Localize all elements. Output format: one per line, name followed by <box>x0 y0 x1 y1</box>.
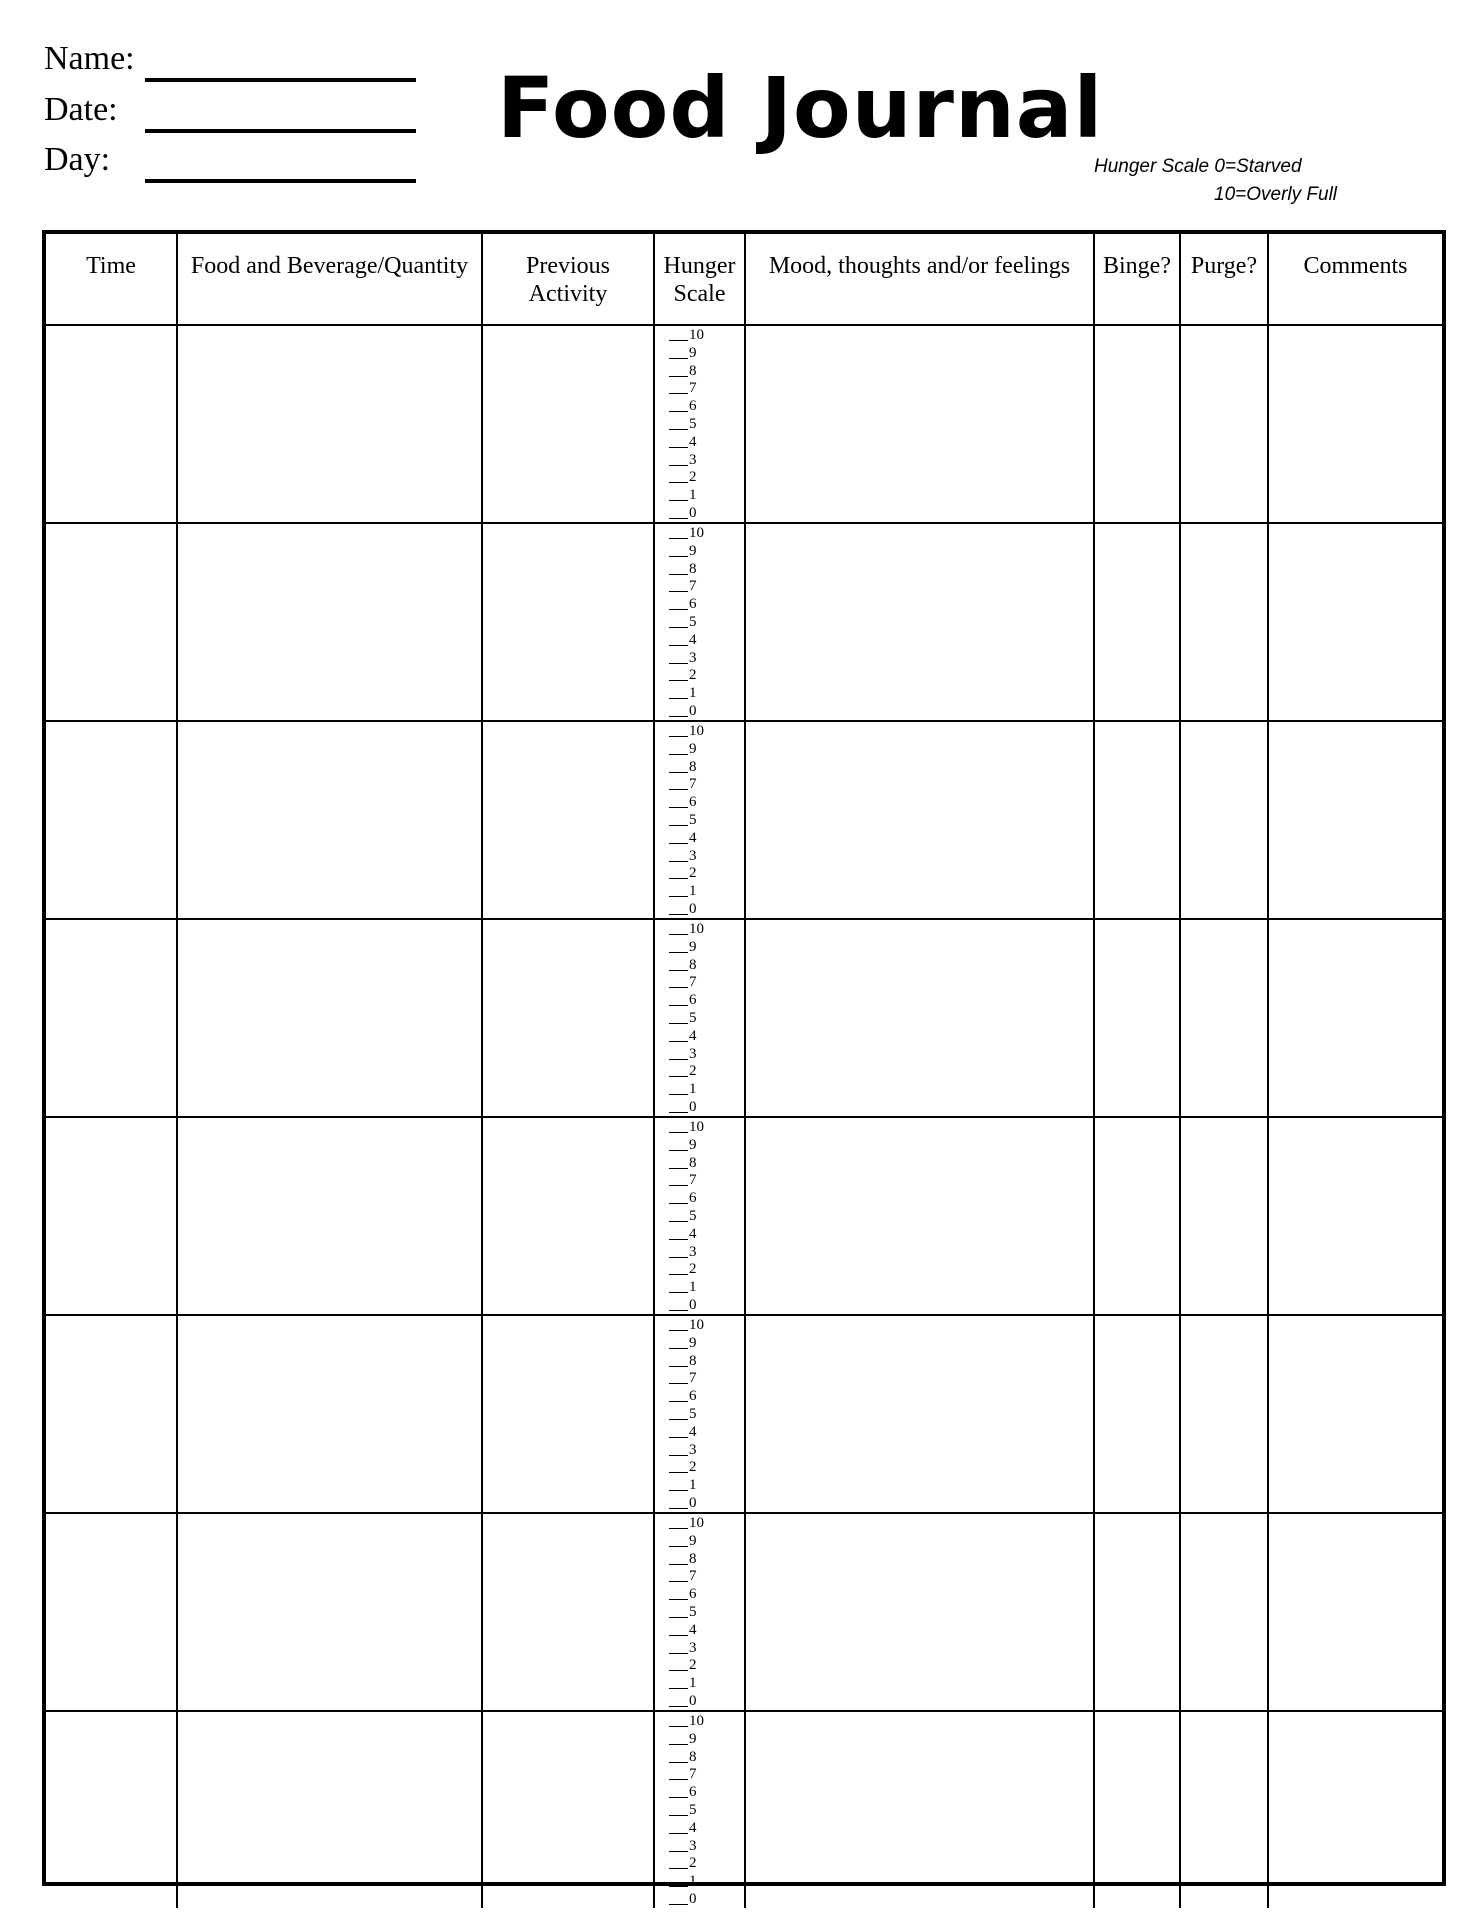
hunger-scale-option[interactable]: 5 <box>689 1406 697 1422</box>
food-journal-table <box>42 230 1446 1907</box>
hunger-scale-legend-line2: 10=Overly Full <box>1214 184 1338 205</box>
mood-cell[interactable] <box>745 1117 1094 1315</box>
hunger-scale-option[interactable]: 6 <box>689 794 697 811</box>
hunger-scale-ticks <box>655 1118 744 1314</box>
hunger-scale-option[interactable]: 3 <box>689 1243 697 1260</box>
hunger-scale-option[interactable]: 9 <box>689 1532 697 1549</box>
previous-activity-cell[interactable] <box>482 1711 654 1908</box>
time-cell[interactable] <box>46 721 177 919</box>
hunger-scale-ticks <box>655 524 744 720</box>
hunger-scale-option[interactable]: 7 <box>689 974 697 991</box>
hunger-scale-option[interactable]: 8 <box>689 362 697 379</box>
hunger-scale-option[interactable]: 1 <box>689 1477 697 1494</box>
column-header-food: Food and Beverage/Quantity <box>177 234 482 325</box>
time-cell[interactable] <box>46 1315 177 1513</box>
hunger-scale-option[interactable]: 10 <box>689 921 704 937</box>
mood-cell[interactable] <box>745 523 1094 721</box>
hunger-scale-option[interactable]: 5 <box>689 1604 697 1620</box>
hunger-scale-option[interactable]: 1 <box>689 883 697 900</box>
hunger-scale-option[interactable]: 1 <box>689 487 697 504</box>
hunger-scale-option[interactable]: 10 <box>689 525 704 541</box>
hunger-scale-ticks <box>655 920 744 1116</box>
hunger-scale-option[interactable]: 6 <box>689 1190 697 1207</box>
hunger-scale-option[interactable]: 5 <box>689 812 697 828</box>
hunger-scale-option[interactable]: 8 <box>689 1748 697 1765</box>
hunger-scale-option[interactable]: 9 <box>689 1730 697 1747</box>
hunger-scale-cell[interactable] <box>654 919 745 1117</box>
hunger-scale-option[interactable]: 4 <box>689 1027 697 1044</box>
mood-cell[interactable] <box>745 325 1094 523</box>
hunger-scale-option[interactable]: 7 <box>689 1568 697 1585</box>
food-cell[interactable] <box>177 1513 482 1711</box>
hunger-scale-cell[interactable] <box>654 1711 745 1908</box>
binge-cell[interactable] <box>1094 325 1180 523</box>
hunger-scale-option[interactable]: 9 <box>689 740 697 757</box>
food-cell[interactable] <box>177 1315 482 1513</box>
hunger-scale-cell[interactable] <box>654 523 745 721</box>
hunger-scale-option[interactable]: 0 <box>689 901 697 917</box>
column-header-mood: Mood, thoughts and/or feelings <box>745 234 1094 325</box>
hunger-scale-option[interactable]: 2 <box>689 1855 697 1872</box>
hunger-scale-option[interactable]: 0 <box>689 1495 697 1511</box>
hunger-scale-option[interactable]: 5 <box>689 614 697 630</box>
name-label: Name: <box>44 40 135 77</box>
column-header-purge: Purge? <box>1180 234 1268 325</box>
hunger-scale-option[interactable]: 4 <box>689 1621 697 1638</box>
hunger-scale-option[interactable]: 8 <box>689 1154 697 1171</box>
comments-cell[interactable] <box>1268 1711 1442 1908</box>
food-cell[interactable] <box>177 721 482 919</box>
hunger-scale-cell[interactable] <box>654 1315 745 1513</box>
previous-activity-cell[interactable] <box>482 325 654 523</box>
hunger-scale-option[interactable]: 9 <box>689 1136 697 1153</box>
hunger-scale-option[interactable]: 3 <box>689 1045 697 1062</box>
comments-cell[interactable] <box>1268 919 1442 1117</box>
hunger-scale-option[interactable]: 0 <box>689 1693 697 1709</box>
food-cell[interactable] <box>177 1711 482 1908</box>
hunger-scale-option[interactable]: 9 <box>689 344 697 361</box>
hunger-scale-option[interactable]: 10 <box>689 1515 704 1531</box>
table-row <box>46 721 1442 919</box>
hunger-scale-option[interactable]: 1 <box>689 1873 697 1890</box>
binge-cell[interactable] <box>1094 919 1180 1117</box>
hunger-scale-option[interactable]: 2 <box>689 1063 697 1080</box>
binge-cell[interactable] <box>1094 1117 1180 1315</box>
hunger-scale-option[interactable]: 6 <box>689 1388 697 1405</box>
hunger-scale-option[interactable]: 4 <box>689 433 697 450</box>
mood-cell[interactable] <box>745 1513 1094 1711</box>
purge-cell[interactable] <box>1180 1315 1268 1513</box>
time-cell[interactable] <box>46 325 177 523</box>
hunger-scale-option[interactable]: 2 <box>689 469 697 486</box>
comments-cell[interactable] <box>1268 523 1442 721</box>
hunger-scale-option[interactable]: 3 <box>689 847 697 864</box>
food-cell[interactable] <box>177 919 482 1117</box>
purge-cell[interactable] <box>1180 1117 1268 1315</box>
food-cell[interactable] <box>177 523 482 721</box>
hunger-scale-ticks <box>655 1712 744 1908</box>
hunger-scale-option[interactable]: 0 <box>689 703 697 719</box>
hunger-scale-option[interactable]: 3 <box>689 649 697 666</box>
hunger-scale-option[interactable]: 5 <box>689 1802 697 1818</box>
column-header-comments: Comments <box>1268 234 1442 325</box>
mood-cell[interactable] <box>745 721 1094 919</box>
hunger-scale-option[interactable]: 2 <box>689 865 697 882</box>
mood-cell[interactable] <box>745 919 1094 1117</box>
purge-cell[interactable] <box>1180 1513 1268 1711</box>
hunger-scale-option[interactable]: 4 <box>689 1225 697 1242</box>
hunger-scale-option[interactable]: 6 <box>689 1586 697 1603</box>
column-header-binge: Binge? <box>1094 234 1180 325</box>
hunger-scale-option[interactable]: 7 <box>689 1370 697 1387</box>
hunger-scale-ticks <box>655 722 744 918</box>
table-row <box>46 523 1442 721</box>
table-row <box>46 1117 1442 1315</box>
hunger-scale-option[interactable]: 1 <box>689 1081 697 1098</box>
hunger-scale-cell[interactable] <box>654 325 745 523</box>
table-row <box>46 1513 1442 1711</box>
previous-activity-cell[interactable] <box>482 1513 654 1711</box>
table-row <box>46 919 1442 1117</box>
mood-cell[interactable] <box>745 1315 1094 1513</box>
hunger-scale-cell[interactable] <box>654 1117 745 1315</box>
binge-cell[interactable] <box>1094 1315 1180 1513</box>
table-row <box>46 1315 1442 1513</box>
hunger-scale-option[interactable]: 2 <box>689 1261 697 1278</box>
time-cell[interactable] <box>46 919 177 1117</box>
hunger-scale-option[interactable]: 8 <box>689 1352 697 1369</box>
time-cell[interactable] <box>46 1117 177 1315</box>
binge-cell[interactable] <box>1094 1513 1180 1711</box>
hunger-scale-option[interactable]: 1 <box>689 1675 697 1692</box>
hunger-scale-option[interactable]: 10 <box>689 1317 704 1333</box>
time-cell[interactable] <box>46 1513 177 1711</box>
table-row <box>46 325 1442 523</box>
hunger-scale-option[interactable]: 5 <box>689 1010 697 1026</box>
hunger-scale-option[interactable]: 0 <box>689 1099 697 1115</box>
hunger-scale-option[interactable]: 2 <box>689 667 697 684</box>
hunger-scale-option[interactable]: 4 <box>689 1423 697 1440</box>
previous-activity-cell[interactable] <box>482 1315 654 1513</box>
hunger-scale-option[interactable]: 7 <box>689 380 697 397</box>
previous-activity-cell[interactable] <box>482 721 654 919</box>
time-cell[interactable] <box>46 523 177 721</box>
mood-cell[interactable] <box>745 1711 1094 1908</box>
hunger-scale-option[interactable]: 4 <box>689 1819 697 1836</box>
comments-cell[interactable] <box>1268 325 1442 523</box>
hunger-scale-option[interactable]: 9 <box>689 1334 697 1351</box>
hunger-scale-option[interactable]: 3 <box>689 451 697 468</box>
hunger-scale-option[interactable]: 1 <box>689 1279 697 1296</box>
hunger-scale-ticks <box>655 1316 744 1512</box>
hunger-scale-option[interactable]: 8 <box>689 758 697 775</box>
previous-activity-cell[interactable] <box>482 1117 654 1315</box>
hunger-scale-option[interactable]: 10 <box>689 723 704 739</box>
column-header-hunger-scale: Hunger Scale <box>654 234 745 325</box>
hunger-scale-option[interactable]: 7 <box>689 578 697 595</box>
hunger-scale-option[interactable]: 10 <box>689 1713 704 1729</box>
hunger-scale-option[interactable]: 3 <box>689 1441 697 1458</box>
hunger-scale-option[interactable]: 6 <box>689 398 697 415</box>
hunger-scale-option[interactable]: 6 <box>689 1784 697 1801</box>
day-line[interactable] <box>145 179 416 183</box>
comments-cell[interactable] <box>1268 1513 1442 1711</box>
previous-activity-cell[interactable] <box>482 523 654 721</box>
table-row <box>46 1711 1442 1908</box>
hunger-scale-ticks <box>655 1514 744 1710</box>
hunger-scale-option[interactable]: 7 <box>689 776 697 793</box>
column-header-previous-activity: Previous Activity <box>482 234 654 325</box>
time-cell[interactable] <box>46 1711 177 1908</box>
hunger-scale-option[interactable]: 0 <box>689 1297 697 1313</box>
journal-body <box>46 325 1442 1908</box>
hunger-scale-cell[interactable] <box>654 721 745 919</box>
column-header-time: Time <box>46 234 177 325</box>
hunger-scale-option[interactable]: 1 <box>689 685 697 702</box>
hunger-scale-option[interactable]: 7 <box>689 1766 697 1783</box>
binge-cell[interactable] <box>1094 523 1180 721</box>
header-row <box>46 234 1442 325</box>
purge-cell[interactable] <box>1180 523 1268 721</box>
food-cell[interactable] <box>177 1117 482 1315</box>
hunger-scale-option[interactable]: 2 <box>689 1657 697 1674</box>
binge-cell[interactable] <box>1094 1711 1180 1908</box>
hunger-scale-ticks <box>655 326 744 522</box>
purge-cell[interactable] <box>1180 919 1268 1117</box>
purge-cell[interactable] <box>1180 721 1268 919</box>
hunger-scale-option[interactable]: 9 <box>689 938 697 955</box>
hunger-scale-option[interactable]: 9 <box>689 542 697 559</box>
hunger-scale-option[interactable]: 8 <box>689 1550 697 1567</box>
comments-cell[interactable] <box>1268 1117 1442 1315</box>
hunger-scale-option[interactable]: 8 <box>689 560 697 577</box>
hunger-scale-option[interactable]: 4 <box>689 829 697 846</box>
hunger-scale-legend-line1: Hunger Scale 0=Starved <box>1094 156 1302 177</box>
comments-cell[interactable] <box>1268 1315 1442 1513</box>
name-line[interactable] <box>145 78 416 82</box>
comments-cell[interactable] <box>1268 721 1442 919</box>
binge-cell[interactable] <box>1094 721 1180 919</box>
hunger-scale-option[interactable]: 8 <box>689 956 697 973</box>
food-cell[interactable] <box>177 325 482 523</box>
hunger-scale-option[interactable]: 5 <box>689 1208 697 1224</box>
previous-activity-cell[interactable] <box>482 919 654 1117</box>
hunger-scale-option[interactable]: 6 <box>689 992 697 1009</box>
day-label: Day: <box>44 141 111 178</box>
date-line[interactable] <box>145 129 416 133</box>
hunger-scale-option[interactable]: 6 <box>689 596 697 613</box>
hunger-scale-option[interactable]: 0 <box>689 1891 697 1907</box>
hunger-scale-option[interactable]: 7 <box>689 1172 697 1189</box>
hunger-scale-option[interactable]: 0 <box>689 505 697 521</box>
date-label: Date: <box>44 91 118 128</box>
hunger-scale-option[interactable]: 3 <box>689 1639 697 1656</box>
page-title: Food Journal <box>497 59 1104 157</box>
purge-cell[interactable] <box>1180 325 1268 523</box>
hunger-scale-option[interactable]: 10 <box>689 1119 704 1135</box>
hunger-scale-cell[interactable] <box>654 1513 745 1711</box>
hunger-scale-option[interactable]: 2 <box>689 1459 697 1476</box>
purge-cell[interactable] <box>1180 1711 1268 1908</box>
hunger-scale-option[interactable]: 10 <box>689 327 704 343</box>
hunger-scale-option[interactable]: 4 <box>689 631 697 648</box>
hunger-scale-option[interactable]: 3 <box>689 1837 697 1854</box>
hunger-scale-option[interactable]: 5 <box>689 416 697 432</box>
